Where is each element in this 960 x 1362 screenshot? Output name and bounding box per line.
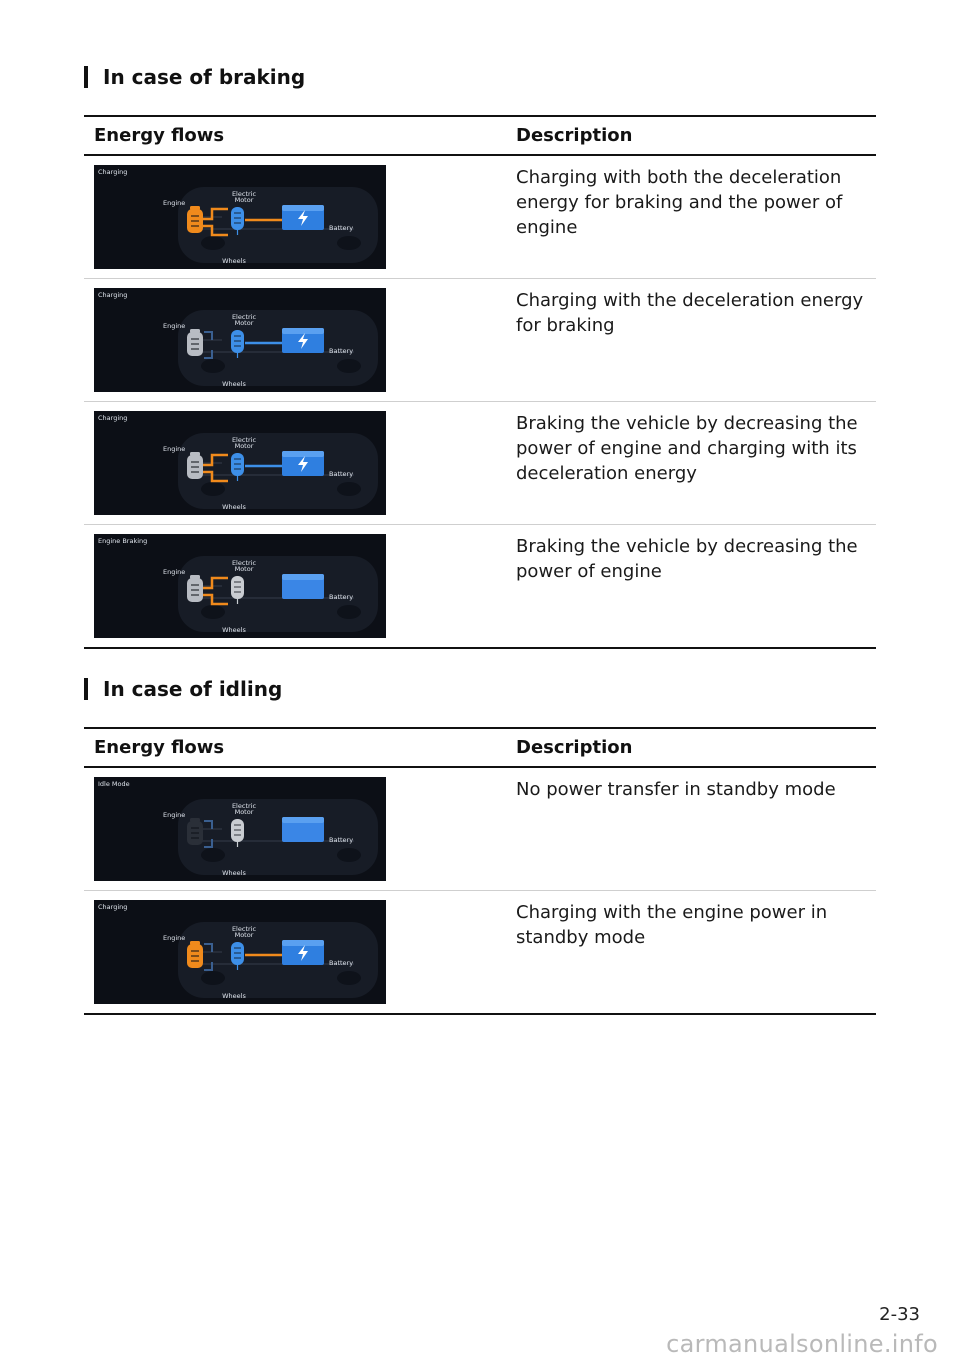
wheels-label: Wheels xyxy=(222,380,246,388)
motor-label-line2: Motor xyxy=(234,196,254,204)
row-description: Charging with the deceleration energy for braking xyxy=(516,290,864,336)
mode-label: Charging xyxy=(98,414,128,422)
engine-icon xyxy=(187,329,203,356)
battery-label: Battery xyxy=(329,470,354,478)
battery-icon xyxy=(282,817,324,842)
table-row xyxy=(84,402,876,525)
motor-label-line1: Electric xyxy=(231,559,257,567)
mode-label: Charging xyxy=(98,291,128,299)
title-bar-marker xyxy=(84,66,88,88)
motor-label-line2: Motor xyxy=(234,319,254,327)
energy-flow-diagram xyxy=(94,165,386,269)
battery-label: Battery xyxy=(329,347,354,355)
header-energy-flows: Energy flows xyxy=(84,116,506,155)
battery-icon xyxy=(282,328,324,353)
engine-label: Engine xyxy=(163,934,186,942)
wheels-label: Wheels xyxy=(222,257,246,265)
engine-icon xyxy=(187,206,203,233)
battery-label: Battery xyxy=(329,836,354,844)
wheel-shape xyxy=(201,236,225,250)
wheels-label: Wheels xyxy=(222,992,246,1000)
energy-flow-screen xyxy=(94,411,386,515)
battery-icon xyxy=(282,940,324,965)
energy-flow-diagram xyxy=(94,900,386,1004)
motor-label-line1: Electric xyxy=(231,436,257,444)
idling-title-text: In case of idling xyxy=(103,677,283,701)
battery-label: Battery xyxy=(329,959,354,967)
wheel-shape xyxy=(337,605,361,619)
engine-icon xyxy=(187,575,203,602)
braking-table xyxy=(84,115,876,649)
energy-flow-diagram xyxy=(94,411,386,515)
motor-label-line1: Electric xyxy=(231,802,257,810)
row-description: Braking the vehicle by decreasing the power of engine and charging with its deceleration energy xyxy=(516,413,858,484)
battery-icon xyxy=(282,574,324,599)
header-energy-flows: Energy flows xyxy=(84,728,506,767)
watermark-text: carmanualsonline.info xyxy=(666,1330,938,1358)
energy-flow-screen xyxy=(94,777,386,881)
wheel-shape xyxy=(201,848,225,862)
energy-flow-diagram xyxy=(94,534,386,638)
energy-flow-screen xyxy=(94,288,386,392)
wheel-shape xyxy=(201,359,225,373)
engine-label: Engine xyxy=(163,811,186,819)
motor-label-line2: Motor xyxy=(234,565,254,573)
table-row xyxy=(84,279,876,402)
energy-flow-screen xyxy=(94,900,386,1004)
engine-icon xyxy=(187,818,203,845)
braking-title-text: In case of braking xyxy=(103,65,306,89)
engine-label: Engine xyxy=(163,568,186,576)
engine-label: Engine xyxy=(163,445,186,453)
title-bar-marker xyxy=(84,678,88,700)
energy-flow-diagram xyxy=(94,777,386,881)
table-row xyxy=(84,767,876,891)
wheels-label: Wheels xyxy=(222,869,246,877)
engine-icon xyxy=(187,941,203,968)
wheel-shape xyxy=(337,236,361,250)
battery-icon xyxy=(282,205,324,230)
page-number: 2-33 xyxy=(879,1304,920,1325)
wheels-label: Wheels xyxy=(222,626,246,634)
table-row xyxy=(84,155,876,279)
motor-label-line1: Electric xyxy=(231,190,257,198)
mode-label: Idle Mode xyxy=(98,780,130,788)
wheel-shape xyxy=(337,359,361,373)
table-row xyxy=(84,525,876,649)
energy-flow-screen xyxy=(94,534,386,638)
braking-section-title xyxy=(84,64,305,90)
wheel-shape xyxy=(337,971,361,985)
row-description: Charging with both the deceleration energy for braking and the power of engine xyxy=(516,167,843,238)
header-description: Description xyxy=(506,728,876,767)
motor-label-line2: Motor xyxy=(234,442,254,450)
wheel-shape xyxy=(201,482,225,496)
battery-label: Battery xyxy=(329,224,354,232)
row-description: No power transfer in standby mode xyxy=(516,779,836,800)
idling-section-title xyxy=(84,676,282,702)
mode-label: Engine Braking xyxy=(98,537,148,545)
header-description: Description xyxy=(506,116,876,155)
engine-label: Engine xyxy=(163,322,186,330)
idling-table xyxy=(84,727,876,1015)
mode-label: Charging xyxy=(98,903,128,911)
motor-label-line2: Motor xyxy=(234,931,254,939)
mode-label: Charging xyxy=(98,168,128,176)
engine-label: Engine xyxy=(163,199,186,207)
table-row xyxy=(84,891,876,1015)
energy-flow-diagram xyxy=(94,288,386,392)
energy-flow-screen xyxy=(94,165,386,269)
table-header-row xyxy=(84,728,876,767)
row-description: Braking the vehicle by decreasing the power of engine xyxy=(516,536,858,582)
motor-label-line1: Electric xyxy=(231,313,257,321)
engine-icon xyxy=(187,452,203,479)
wheel-shape xyxy=(337,848,361,862)
battery-label: Battery xyxy=(329,593,354,601)
table-header-row xyxy=(84,116,876,155)
wheels-label: Wheels xyxy=(222,503,246,511)
row-description: Charging with the engine power in standby mode xyxy=(516,902,828,948)
motor-label-line1: Electric xyxy=(231,925,257,933)
motor-label-line2: Motor xyxy=(234,808,254,816)
wheel-shape xyxy=(337,482,361,496)
wheel-shape xyxy=(201,971,225,985)
wheel-shape xyxy=(201,605,225,619)
battery-icon xyxy=(282,451,324,476)
